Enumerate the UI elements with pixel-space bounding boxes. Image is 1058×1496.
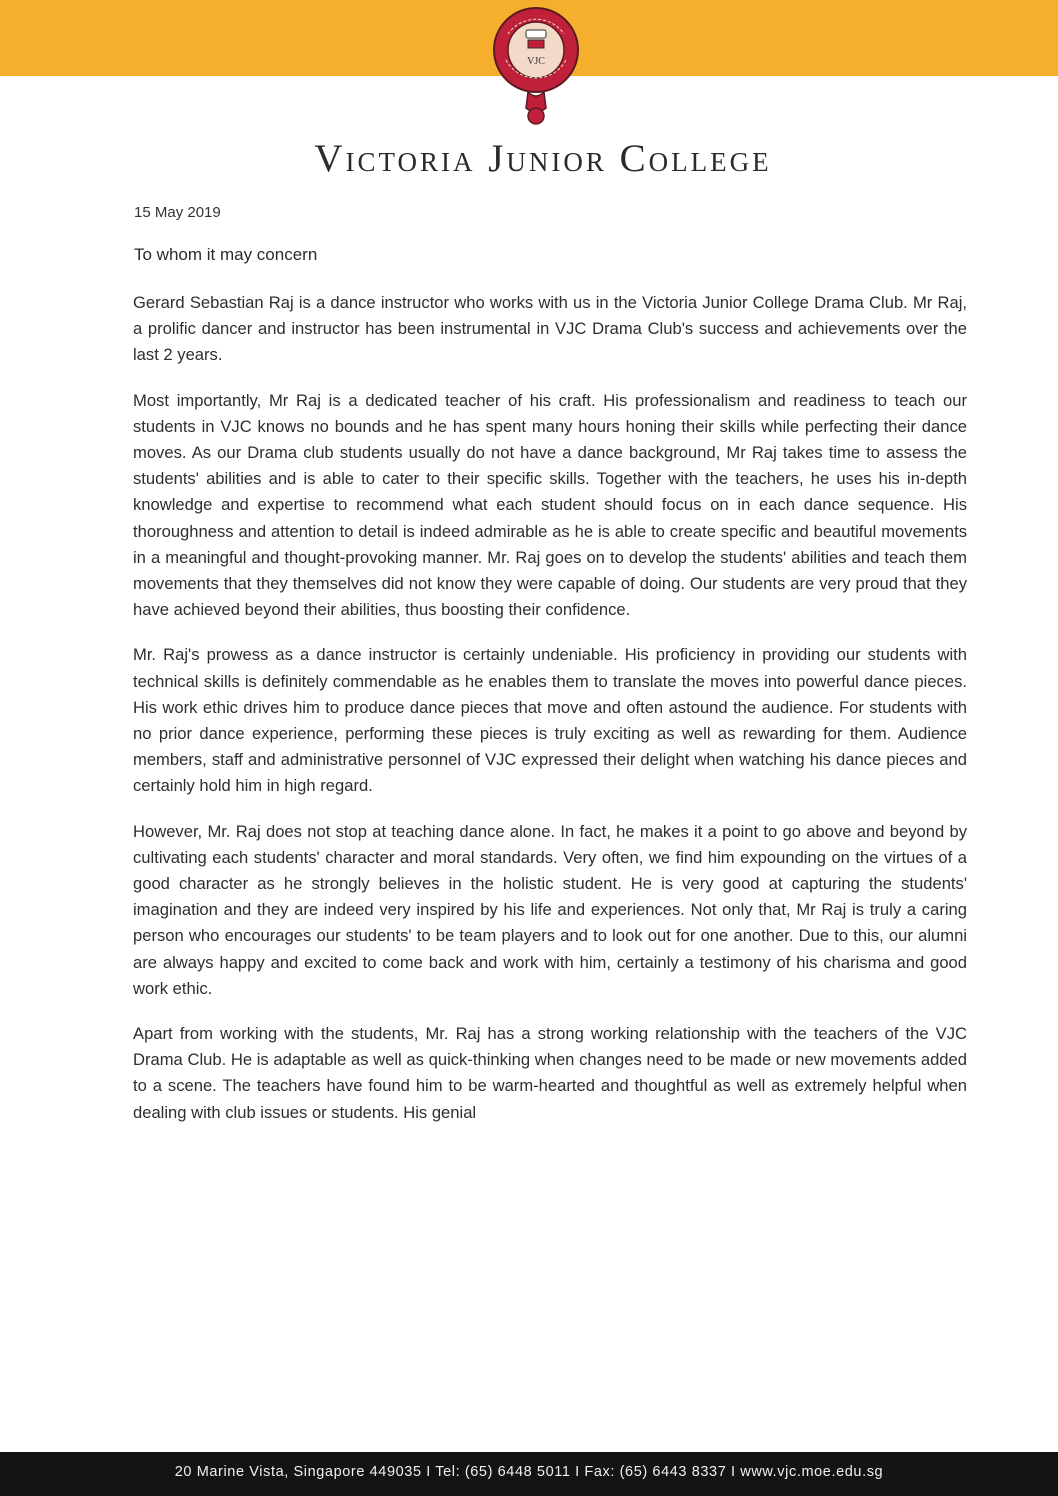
college-crest-logo <box>488 4 584 130</box>
svg-text:VJC: VJC <box>527 56 545 67</box>
letter-body <box>133 290 967 1145</box>
paragraph: Apart from working with the students, Mr. Raj has a strong working relationship with the teachers of the VJC Drama Club. He is adaptable as well as quick-thinking when changes need to be made or new movements added to a scene. The teachers have found him to be warm-hearted and thoughtful as well as extremely helpful when dealing with club issues or students. His genial <box>133 1024 967 1122</box>
paragraph: Gerard Sebastian Raj is a dance instructor who works with us in the Victoria Junior College Drama Club. Mr Raj, a prolific dancer and instructor has been instrumental in VJC Drama Club's success and achievements over the last 2 years. <box>133 293 967 365</box>
footer-bar <box>0 1452 1058 1496</box>
letter-salutation: To whom it may concern <box>134 245 318 264</box>
footer-contact-info: 20 Marine Vista, Singapore 449035 I Tel: (65) 6448 5011 I Fax: (65) 6443 8337 I www.vjc.moe.edu.sg <box>174 1464 884 1480</box>
paragraph: However, Mr. Raj does not stop at teaching dance alone. In fact, he makes it a point to go above and beyond by cultivating each students' character and moral standards. Very often, we find him expounding on the virtues of a good character as he strongly believes in the holistic student. He is very good at capturing the students' imagination and they are indeed very inspired by his life and experiences. Not only that, Mr Raj is truly a caring person who encourages our students' to be team players and to look out for one another. Due to this, our alumni are always happy and excited to come back and work with him, certainly a testimony of his charisma and good work ethic. <box>133 821 967 998</box>
paragraph: Mr. Raj's prowess as a dance instructor is certainly undeniable. His proficiency in providing our students with technical skills is definitely commendable as he enables them to translate the moves into powerful dance pieces. His work ethic drives him to produce dance pieces that move and often astound the audience. For students with no prior dance experience, performing these pieces is truly exciting as well as rewarding for them. Audience members, staff and administrative personnel of VJC expressed their delight when watching his dance pieces and certainly hold him in high regard. <box>133 645 967 796</box>
letter-date: 15 May 2019 <box>134 204 221 221</box>
paragraph: Most importantly, Mr Raj is a dedicated teacher of his craft. His professionalism and readiness to teach our students in VJC knows no bounds and he has spent many hours honing their skills while perfecting their dance moves. As our Drama club students usually do not have a dance background, Mr Raj takes time to assess the students' abilities and is able to cater to their specific skills. Together with the teachers, he uses his in-depth knowledge and expertise to recommend what each student should focus on in each dance sequence. His thoroughness and attention to detail is indeed admirable as he is able to create specific and beautiful movements in a meaningful and thought-provoking manner. Mr. Raj goes on to develop the students' abilities and teach them movements that they themselves did not know they were capable of doing. Our students are very proud that they have achieved beyond their abilities, thus boosting their confidence. <box>133 390 967 620</box>
college-name: Victoria Junior College <box>314 137 772 180</box>
